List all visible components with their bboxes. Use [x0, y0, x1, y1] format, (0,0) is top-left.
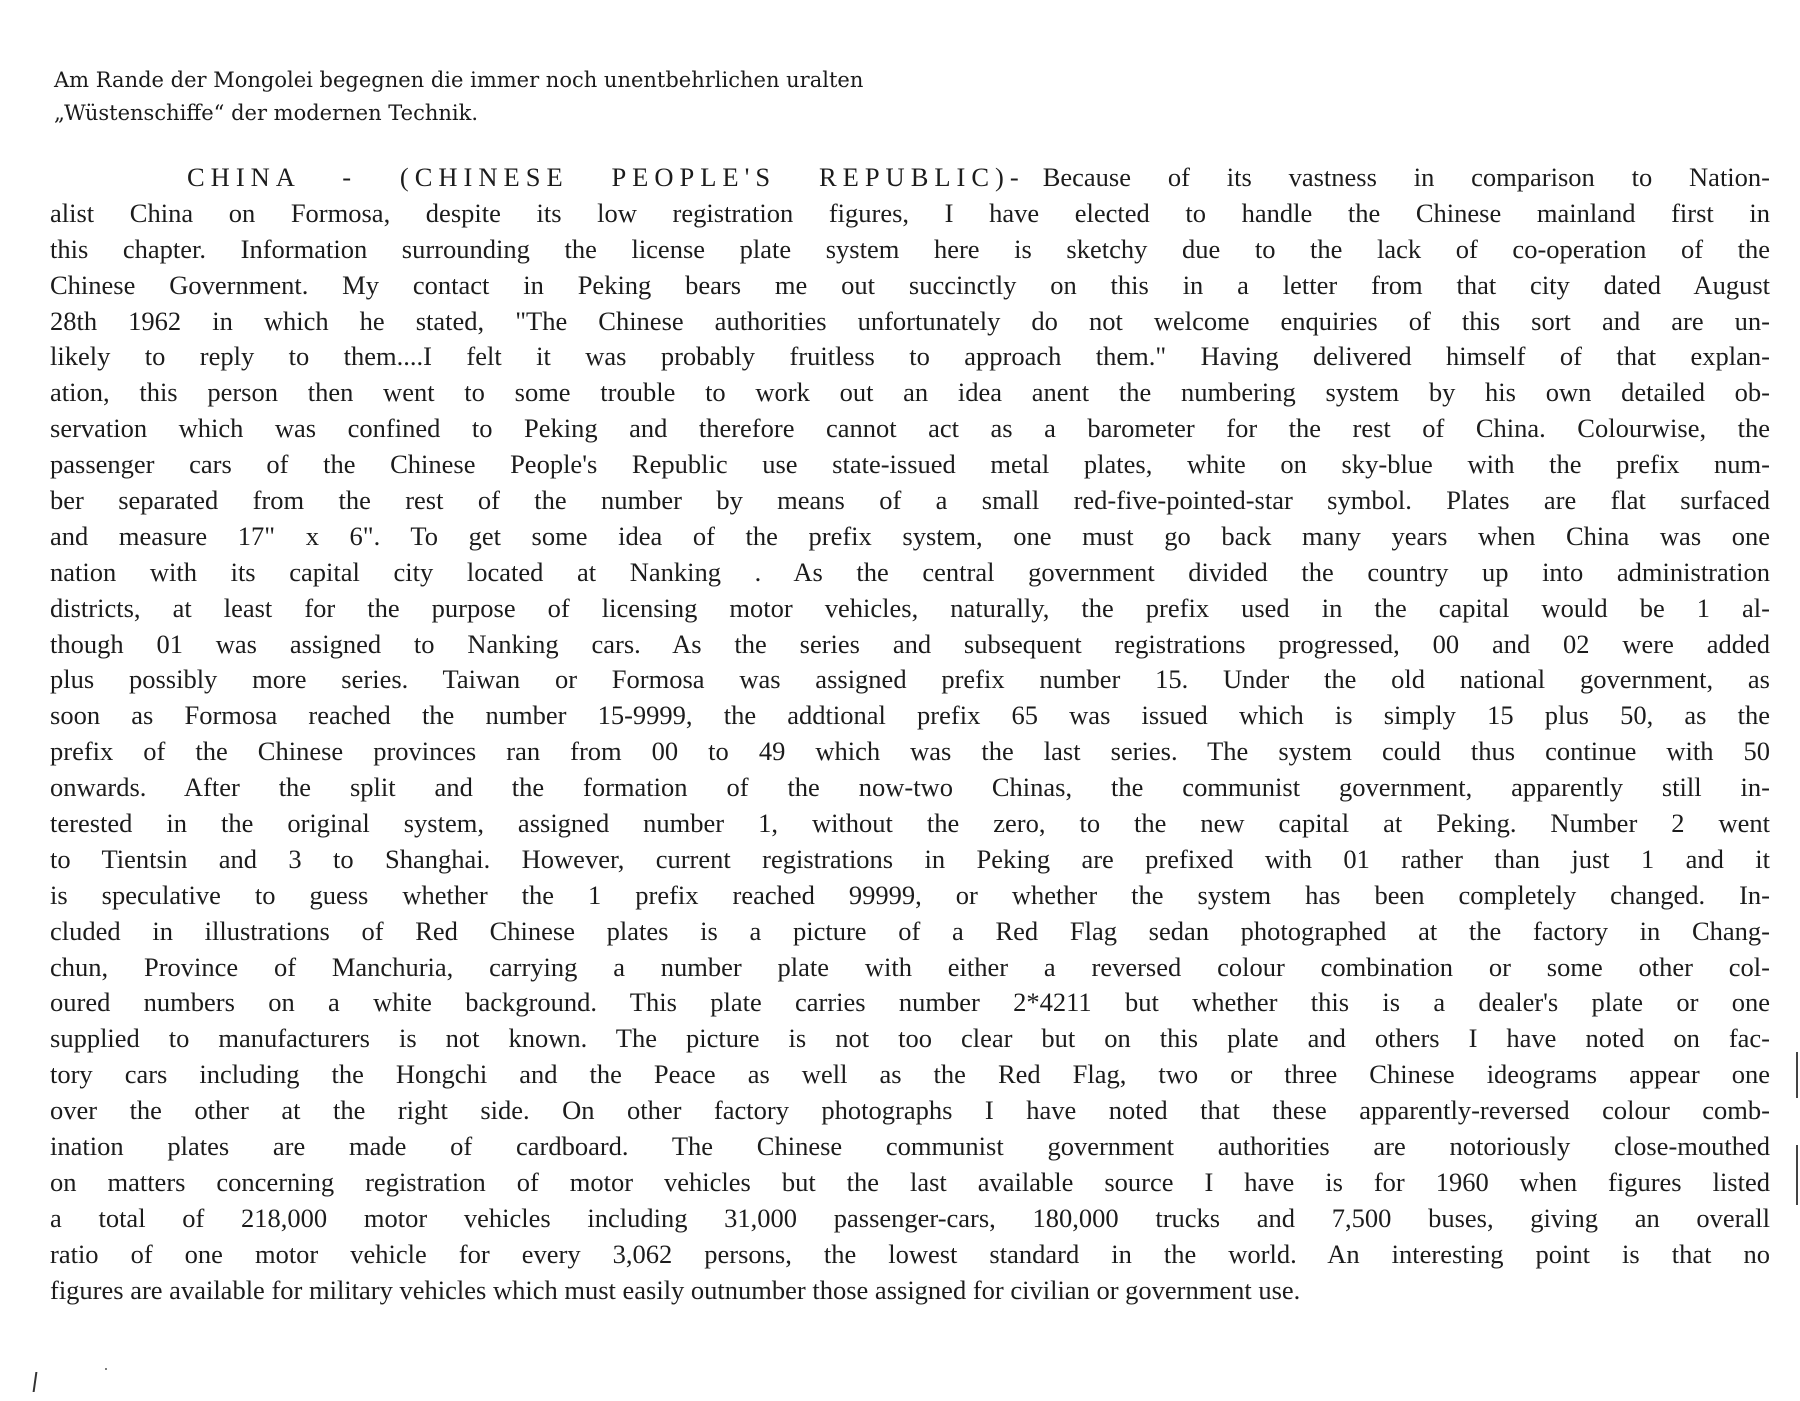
- article-line: ation, this person then went to some trouble to work out an idea anent the numbering system by his own detailed ob-: [50, 377, 1770, 408]
- article-line: supplied to manufacturers is not known. The picture is not too clear but on this plate and others I have noted on fac-: [50, 1023, 1770, 1054]
- article-line: terested in the original system, assigned number 1, without the zero, to the new capital at Peking. Number 2 went: [50, 808, 1770, 839]
- article-line: and measure 17" x 6". To get some idea of the prefix system, one must go back many years when China was one: [50, 520, 1770, 551]
- article-line: chun, Province of Manchuria, carrying a number plate with either a reversed colour combination or some other col-: [50, 951, 1770, 982]
- article-line: alist China on Formosa, despite its low registration figures, I have elected to handle the Chinese mainland first in: [50, 197, 1770, 228]
- article-line: [50, 160, 1770, 196]
- article-line: this chapter. Information surrounding the license plate system here is sketchy due to the lack of co-operation of the: [50, 233, 1770, 264]
- article-line: ber separated from the rest of the number by means of a small red-five-pointed-star symbol. Plates are flat surfaced: [50, 485, 1770, 516]
- article-line: districts, at least for the purpose of licensing motor vehicles, naturally, the prefix used in the capital would be 1 al-: [50, 592, 1770, 623]
- article-line: 28th 1962 in which he stated, "The Chinese authorities unfortunately do not welcome enquiries of this sort and are un-: [50, 305, 1770, 336]
- margin-dot: [105, 1368, 107, 1370]
- article-line: though 01 was assigned to Nanking cars. As the series and subsequent registrations progressed, 00 and 02 were added: [50, 628, 1770, 659]
- article-body: [50, 160, 1770, 1309]
- margin-pencil-mark: [33, 1372, 40, 1392]
- article-line: to Tientsin and 3 to Shanghai. However, current registrations in Peking are prefixed with 01 rather than just 1 and it: [50, 843, 1770, 874]
- article-line: passenger cars of the Chinese People's Republic use state-issued metal plates, white on sky-blue with the prefix num-: [50, 449, 1770, 480]
- article-line: over the other at the right side. On other factory photographs I have noted that these apparently-reversed colour comb-: [50, 1095, 1770, 1126]
- article-line: prefix of the Chinese provinces ran from 00 to 49 which was the last series. The system could thus continue with 50: [50, 736, 1770, 767]
- article-line: oured numbers on a white background. This plate carries number 2*4211 but whether this is a dealer's plate or one: [50, 987, 1770, 1018]
- article-line: ination plates are made of cardboard. The Chinese communist government authorities are notoriously close-mouthed: [50, 1131, 1770, 1162]
- section-heading: CHINA - (CHINESE PEOPLE'S REPUBLIC)-: [187, 162, 1025, 192]
- article-line-text: Because of its vastness in comparison to Nation-: [1042, 162, 1770, 192]
- page-edge-mark: [1796, 1052, 1798, 1098]
- caption-line: „Wüstenschiffe“ der modernen Technik.: [54, 101, 479, 125]
- article-line: servation which was confined to Peking and therefore cannot act as a barometer for the rest of China. Colourwise, the: [50, 413, 1770, 444]
- article-line: cluded in illustrations of Red Chinese plates is a picture of a Red Flag sedan photographed at the factory in Chang-: [50, 915, 1770, 946]
- article-line: soon as Formosa reached the number 15-9999, the addtional prefix 65 was issued which is simply 15 plus 50, as the: [50, 700, 1770, 731]
- caption-line: Am Rande der Mongolei begegnen die immer noch unentbehrlichen uralten: [54, 68, 864, 92]
- article-line: nation with its capital city located at Nanking . As the central government divided the country up into administration: [50, 556, 1770, 587]
- article-line: on matters concerning registration of motor vehicles but the last available source I have is for 1960 when figures listed: [50, 1166, 1770, 1197]
- article-line: is speculative to guess whether the 1 prefix reached 99999, or whether the system has been completely changed. In-: [50, 879, 1770, 910]
- photo-caption: [54, 64, 1054, 130]
- article-line: likely to reply to them....I felt it was probably fruitless to approach them." Having delivered himself of that explan-: [50, 341, 1770, 372]
- article-line: ratio of one motor vehicle for every 3,062 persons, the lowest standard in the world. An interesting point is that no: [50, 1238, 1770, 1269]
- article-line: plus possibly more series. Taiwan or Formosa was assigned prefix number 15. Under the old national government, as: [50, 664, 1770, 695]
- article-line: figures are available for military vehicles which must easily outnumber those assigned for civilian or government use.: [50, 1274, 1301, 1305]
- article-line: a total of 218,000 motor vehicles including 31,000 passenger-cars, 180,000 trucks and 7,500 buses, giving an overall: [50, 1202, 1770, 1233]
- article-line: tory cars including the Hongchi and the Peace as well as the Red Flag, two or three Chinese ideograms appear one: [50, 1059, 1770, 1090]
- article-line: Chinese Government. My contact in Peking bears me out succinctly on this in a letter from that city dated August: [50, 269, 1770, 300]
- article-line: onwards. After the split and the formation of the now-two Chinas, the communist government, apparently still in-: [50, 772, 1770, 803]
- page-edge-mark: [1796, 1145, 1798, 1205]
